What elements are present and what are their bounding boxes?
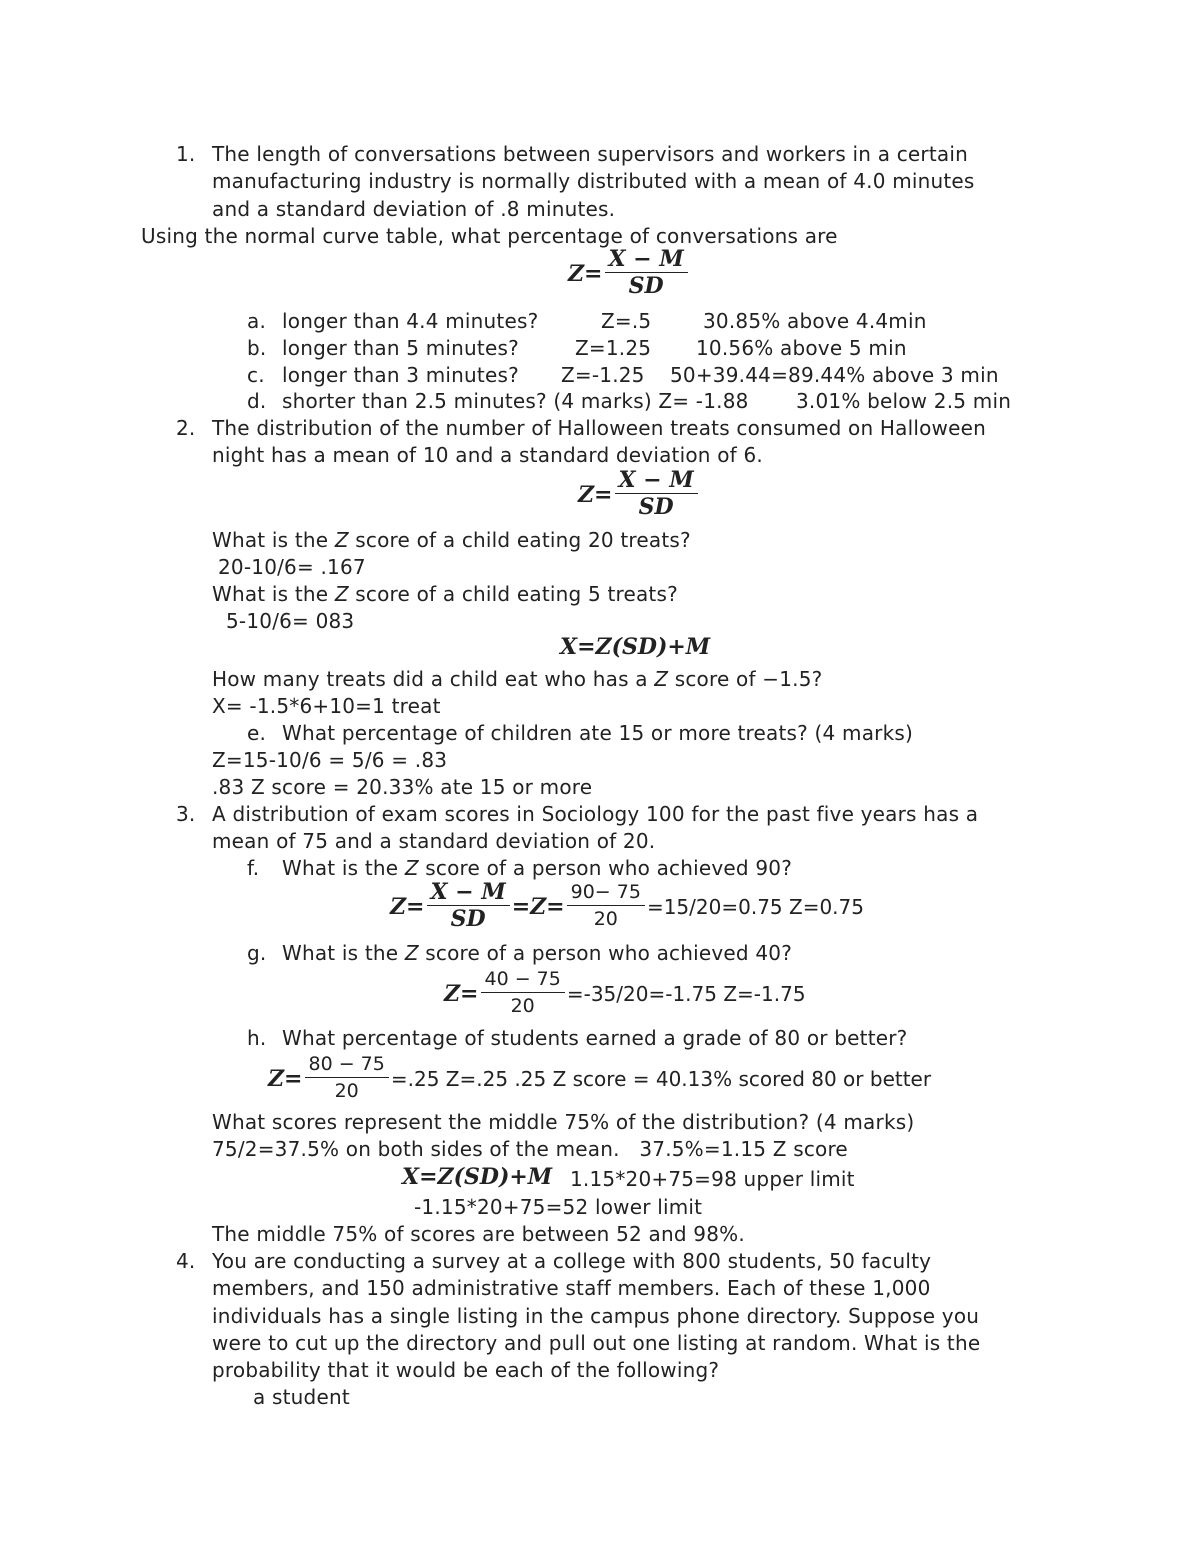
formula-fraction-numeric (481, 967, 565, 1020)
text: score of a child eating 5 treats? (348, 582, 678, 606)
formula-numerator: 40 − 75 (481, 967, 565, 993)
text: score of −1.5? (668, 667, 823, 691)
q3-f-equation (390, 880, 864, 933)
formula-result: =-35/20=-1.75 Z=-1.75 (566, 981, 806, 1006)
q4-sub-item: a student (253, 1385, 350, 1409)
q2-answer-5: 5-10/6= 083 (226, 609, 355, 633)
q4-text-line-5: probability that it would be each of the following? (212, 1358, 720, 1382)
q3-item-h-letter: h. (247, 1026, 267, 1050)
q3-item-f-letter: f. (247, 856, 260, 880)
q2-item-e-question: What percentage of children ate 15 or more treats? (4 marks) (282, 721, 913, 745)
formula-fraction (605, 247, 688, 300)
q1-prompt: Using the normal curve table, what percentage of conversations are (141, 224, 838, 248)
q2-ask-5 (212, 581, 678, 608)
q1-item-c-z: Z=-1.25 (561, 363, 645, 387)
z-symbol: Z (334, 582, 349, 606)
q2-x-formula: X=Z(SD)+M (560, 634, 711, 660)
q3-middle-question: What scores represent the middle 75% of the distribution? (4 marks) (212, 1110, 915, 1134)
q3-h-equation (268, 1052, 931, 1105)
q2-ask-20 (212, 527, 691, 554)
q1-z-formula (568, 247, 690, 300)
q1-item-d-answer: 3.01% below 2.5 min (796, 389, 1012, 413)
z-symbol: Z (404, 856, 419, 880)
formula-denominator: 20 (593, 908, 618, 930)
q3-lower-limit: -1.15*20+75=52 lower limit (414, 1195, 703, 1219)
formula-lhs: Z= (444, 980, 479, 1007)
formula-denominator: 20 (334, 1080, 359, 1102)
q1-item-b-letter: b. (247, 336, 267, 360)
formula-denominator: 20 (510, 995, 535, 1017)
formula-fraction (427, 880, 510, 933)
q4-text-line-1: You are conducting a survey at a college with 800 students, 50 faculty (212, 1249, 932, 1273)
q2-number: 2. (176, 416, 196, 440)
formula-denominator: SD (628, 273, 664, 299)
q1-item-c-question: longer than 3 minutes? (282, 363, 519, 387)
q3-middle-answer: The middle 75% of scores are between 52 and 98%. (212, 1222, 745, 1246)
q2-z-formula (578, 468, 700, 521)
q4-text-line-2: members, and 150 administrative staff members. Each of these 1,000 (212, 1276, 931, 1300)
formula-lhs: Z= (390, 893, 425, 920)
q4-text-line-3: individuals has a single listing in the campus phone directory. Suppose you (212, 1304, 980, 1328)
q3-item-g-question (282, 940, 792, 967)
q2-item-e-letter: e. (247, 721, 267, 745)
q2-text-line-2: night has a mean of 10 and a standard deviation of 6. (212, 443, 763, 467)
q1-item-a-question: longer than 4.4 minutes? (282, 309, 539, 333)
formula-result: =.25 Z=.25 .25 Z score = 40.13% scored 80 or better (390, 1066, 932, 1091)
text: score of a person who achieved 90? (418, 856, 793, 880)
formula-denominator: SD (638, 494, 674, 520)
q3-item-h-question: What percentage of students earned a grade of 80 or better? (282, 1026, 908, 1050)
z-symbol: Z (334, 528, 349, 552)
formula-numerator: 90− 75 (567, 880, 645, 906)
q1-item-b-answer: 10.56% above 5 min (696, 336, 907, 360)
q2-item-e-answer: .83 Z score = 20.33% ate 15 or more (212, 775, 593, 799)
formula-denominator: SD (450, 906, 486, 932)
q2-ask-x (212, 666, 822, 693)
text: score of a child eating 20 treats? (348, 528, 691, 552)
q3-text-line-1: A distribution of exam scores in Sociology 100 for the past five years has a (212, 802, 979, 826)
z-symbol: Z (654, 667, 669, 691)
formula-numerator: 80 − 75 (305, 1052, 389, 1078)
formula-fraction-numeric (305, 1052, 389, 1105)
q1-item-b-question: longer than 5 minutes? (282, 336, 519, 360)
formula-fraction (615, 468, 698, 521)
q4-number: 4. (176, 1249, 196, 1273)
text: What is the (212, 582, 335, 606)
formula-mid: =Z= (511, 893, 565, 920)
q1-item-c-letter: c. (247, 363, 265, 387)
q3-number: 3. (176, 802, 196, 826)
formula-fraction-numeric (567, 880, 645, 933)
formula-lhs: Z= (268, 1065, 303, 1092)
formula-lhs: Z= (578, 481, 613, 508)
q1-text-line-3: and a standard deviation of .8 minutes. (212, 197, 616, 221)
q2-text-line-1: The distribution of the number of Halloween treats consumed on Halloween (212, 416, 986, 440)
q1-text-line-2: manufacturing industry is normally distributed with a mean of 4.0 minutes (212, 169, 975, 193)
q3-middle-work: 75/2=37.5% on both sides of the mean. 37.5%=1.15 Z score (212, 1137, 848, 1161)
formula-numerator: X − M (615, 468, 698, 494)
q1-item-a-answer: 30.85% above 4.4min (703, 309, 927, 333)
formula-result: =15/20=0.75 Z=0.75 (646, 894, 864, 919)
q1-item-c-answer: 50+39.44=89.44% above 3 min (670, 363, 999, 387)
text: What is the (282, 941, 405, 965)
q1-item-a-z: Z=.5 (601, 309, 652, 333)
q2-item-e-work: Z=15-10/6 = 5/6 = .83 (212, 748, 448, 772)
formula-numerator: X − M (427, 880, 510, 906)
z-symbol: Z (404, 941, 419, 965)
text: How many treats did a child eat who has a (212, 667, 655, 691)
q3-g-equation (444, 967, 806, 1020)
q2-answer-20: 20-10/6= .167 (218, 555, 366, 579)
formula-lhs: Z= (568, 260, 603, 287)
q1-item-d-question: shorter than 2.5 minutes? (4 marks) Z= -1.88 (282, 389, 749, 413)
formula-numerator: X − M (605, 247, 688, 273)
q3-item-g-letter: g. (247, 941, 267, 965)
q1-number: 1. (176, 142, 196, 166)
q4-text-line-4: were to cut up the directory and pull out one listing at random. What is the (212, 1331, 981, 1355)
q3-item-f-question (282, 855, 792, 882)
text: What is the (212, 528, 335, 552)
q1-text-line-1: The length of conversations between supervisors and workers in a certain (212, 142, 968, 166)
q1-item-d-letter: d. (247, 389, 267, 413)
q3-upper-limit: 1.15*20+75=98 upper limit (570, 1167, 855, 1191)
q3-text-line-2: mean of 75 and a standard deviation of 20. (212, 829, 656, 853)
q1-item-b-z: Z=1.25 (575, 336, 652, 360)
text: score of a person who achieved 40? (418, 941, 793, 965)
text: What is the (282, 856, 405, 880)
q3-x-formula: X=Z(SD)+M (402, 1164, 553, 1190)
q2-answer-x: X= -1.5*6+10=1 treat (212, 694, 441, 718)
q1-item-a-letter: a. (247, 309, 267, 333)
